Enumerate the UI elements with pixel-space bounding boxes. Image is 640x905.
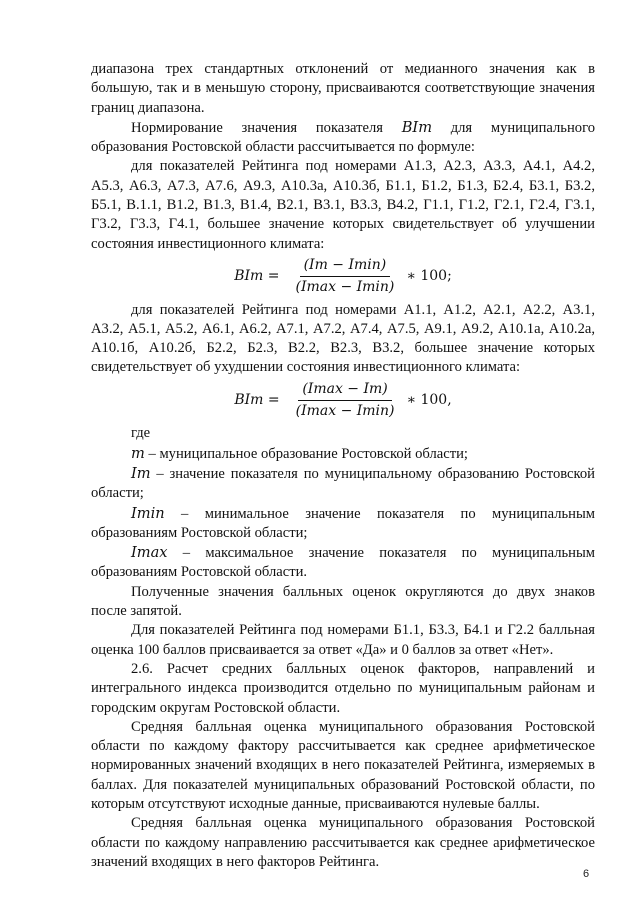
paragraph-range: диапазона трех стандартных отклонений от медианного значения как в большую, так и в меньшую сторону, присваиваются соответствующие значения границ диапазона. [91,61,595,116]
formula-numerator: (Im − Imin) [300,256,391,277]
formula-denominator: (Imax − Imin) [295,279,395,296]
definition-im: Im – значение показателя по муниципальному образованию Ростовской области; [91,464,595,502]
paragraph-section-2-6: 2.6. Расчет средних балльных оценок факторов, направлений и интегрального индекса производится отдельно по муниципальным районам и городским округам Ростовской области. [91,660,595,716]
paragraph-direction-average: Средняя балльная оценка муниципального образования Ростовской области по каждому направлению рассчитывается как среднее арифметическое значений входящих в него факторов Рейтинга. [91,815,595,870]
formula-fraction [292,380,399,422]
page-number: 6 [583,868,590,880]
formula-denominator: (Imax − Imin) [295,403,395,420]
where-label: где [131,425,151,442]
paragraph-positive-indicators: для показателей Рейтинга под номерами А1.3, А2.3, А3.3, А4.1, А4.2, А5.3, А6.3, А7.3, А7.6, А9.3, А10.3а, А10.3б, Б1.1, Б1.2, Б1.3, Б2.4, Б3.1, Б3.2, Б5.1, В.1.1, В1.2, В1.3, В1.4, В2.1, В3.1, В3.3, В4.2, Г1.1, Г1.2, Г2.1, Г2.4, Г3.1, Г3.2, Г3.3, Г4.1, большее значение которых свидетельствует об улучшении состояния инвестиционного климата: [91,158,595,252]
formula-positive [91,256,595,298]
paragraph-factor-average: Средняя балльная оценка муниципального образования Ростовской области по каждому фактору рассчитывается как среднее арифметическое нормированных значений входящих в него показателей Рейтинга, измеряемых в баллах. Для показателей муниципальных образований Ростовской области, по которым отсутствуют исходные данные, присваиваются нулевые баллы. [91,718,595,812]
formula-rhs: ∗ 100; [406,268,452,285]
formula-lhs: BIm = [234,268,280,285]
formula-negative [91,380,595,422]
definition-imin: Imin – минимальное значение показателя по муниципальным образованиям Ростовской области; [91,504,595,541]
formula-rhs: ∗ 100, [406,391,452,408]
paragraph-yes-no: Для показателей Рейтинга под номерами Б1.1, Б3.3, Б4.1 и Г2.2 балльная оценка 100 баллов присваивается за ответ «Да» и 0 баллов за ответ «Нет». [91,622,595,658]
document-body [91,60,595,872]
formula-lhs: BIm = [234,391,280,408]
paragraph-normalization: Нормирование значения показателя BIm для муниципального образования Ростовской области рассчитывается по формуле: [91,118,595,156]
formula-fraction [291,256,398,298]
paragraph-rounding: Полученные значения балльных оценок округляются до двух знаков после запятой. [91,583,595,620]
definition-imax: Imax – максимальное значение показателя по муниципальным образованиям Ростовской области. [91,544,595,581]
var-bim: BIm [401,118,433,136]
definition-m: m – муниципальное образование Ростовской области; [131,444,468,462]
formula-numerator: (Imax − Im) [298,380,391,401]
paragraph-negative-indicators: для показателей Рейтинга под номерами А1.1, А1.2, А2.1, А2.2, А3.1, А3.2, А5.1, А5.2, А6.1, А6.2, А7.1, А7.2, А7.4, А7.5, А9.1, А9.2, А10.1а, А10.2а, А10.1б, А10.2б, Б2.2, Б2.3, В2.2, В2.3, В3.2, большее значение которых свидетельствует об ухудшении состояния инвестиционного климата: [91,301,595,376]
